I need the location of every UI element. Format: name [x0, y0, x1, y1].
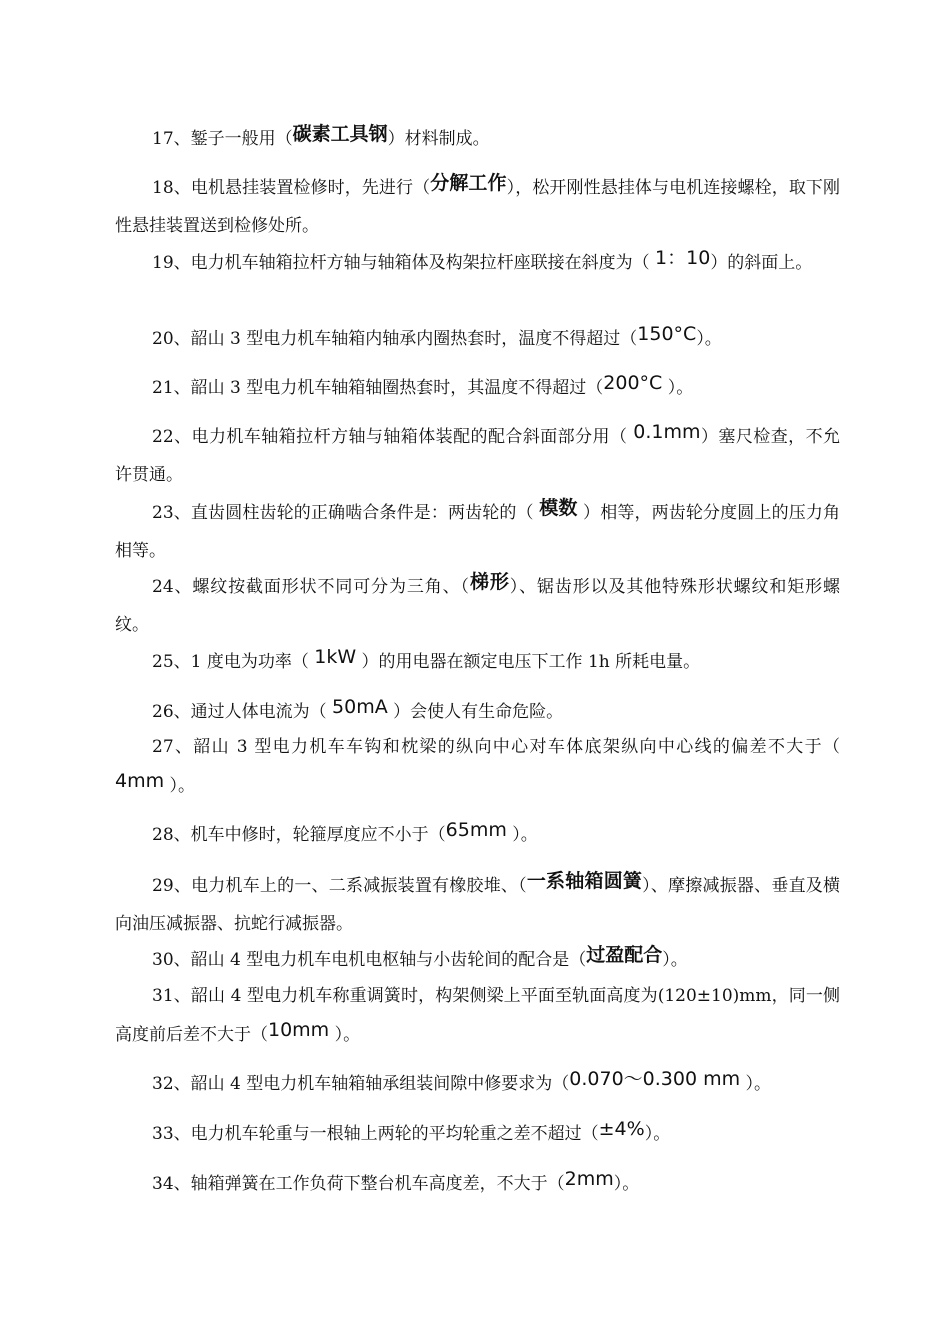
- answer-text: 模数: [539, 497, 578, 519]
- question-text: ）。: [644, 1124, 671, 1144]
- question-text: ）。: [696, 329, 722, 349]
- question-text: 通过人体电流为（: [190, 702, 333, 722]
- answer-text: 200°C: [603, 372, 663, 394]
- question-number: 28、: [152, 825, 191, 845]
- question-text: ）。: [329, 1025, 361, 1045]
- question-text: ）。: [613, 1174, 640, 1194]
- question-text: ）的斜面上。: [710, 253, 813, 273]
- question-number: 26、: [152, 702, 191, 722]
- question-number: 24、: [152, 577, 193, 597]
- question-text: 电力机车轴箱拉杆方轴与轴箱体及构架拉杆座联接在斜度为（: [190, 253, 656, 273]
- question-21: [115, 368, 840, 407]
- question-number: 27、: [152, 737, 194, 757]
- question-number: 29、: [152, 876, 192, 896]
- answer-text: 4mm: [115, 770, 165, 792]
- answer-text: 分解工作: [430, 172, 507, 194]
- question-text: 机车中修时，轮箍厚度应不小于（: [190, 825, 446, 845]
- question-text: 韶山 4 型电力机车称重调簧时，构架侧梁上平面至轨面高度为(120±10)mm，同一侧高度前后差不大于（: [115, 986, 841, 1045]
- question-number: 17、: [152, 129, 191, 149]
- question-text: ）。: [740, 1074, 772, 1094]
- answer-text: 0.1mm: [633, 421, 701, 443]
- question-text: ）。: [164, 776, 196, 796]
- question-20: [115, 319, 840, 358]
- question-text: 螺纹按截面形状不同可分为三角、（: [192, 577, 470, 597]
- answer-text: 150°C: [637, 323, 697, 345]
- question-17: [115, 119, 840, 158]
- question-22: [115, 417, 840, 494]
- question-text: ）、锯齿形以及其他特殊形状螺纹和矩形螺纹。: [115, 577, 840, 635]
- question-30: [115, 940, 840, 979]
- question-31: [115, 977, 840, 1054]
- answer-text: 过盈配合: [586, 944, 663, 966]
- answer-text: 梯形: [469, 571, 510, 593]
- question-text: 1 度电为功率（: [190, 652, 315, 672]
- question-33: [115, 1114, 840, 1153]
- question-19: [115, 243, 840, 282]
- answer-text: 0.070～0.300 mm: [569, 1068, 741, 1090]
- question-text: 韶山 3 型电力机车轴箱内轴承内圈热套时，温度不得超过（: [190, 329, 638, 349]
- answer-text: 1kW: [314, 646, 357, 668]
- answer-text: 碳素工具钢: [292, 123, 388, 145]
- question-18: [115, 168, 840, 245]
- question-text: 电力机车上的一、二系减振装置有橡胶堆、（: [191, 876, 527, 896]
- question-text: ）、摩擦减振器、垂直及横向油压减振器、抗蛇行减振器。: [115, 876, 840, 934]
- question-number: 33、: [152, 1124, 191, 1144]
- question-number: 30、: [152, 950, 191, 970]
- question-28: [115, 815, 840, 854]
- question-text: ），松开刚性悬挂体与电机连接螺栓，取下刚性悬挂装置送到检修处所。: [115, 178, 841, 236]
- question-number: 19、: [152, 253, 191, 273]
- answer-text: ±4%: [598, 1118, 645, 1140]
- question-25: [115, 642, 840, 681]
- question-text: ）。: [662, 378, 694, 398]
- question-27: [115, 728, 840, 805]
- question-text: 直齿圆柱齿轮的正确啮合条件是：两齿轮的（: [190, 503, 540, 523]
- question-text: ）。: [662, 950, 688, 970]
- question-34: [115, 1164, 840, 1203]
- answer-text: 50mA: [332, 696, 388, 718]
- question-text: ）塞尺检查，不允许贯通。: [115, 427, 841, 485]
- question-text: ）材料制成。: [387, 129, 490, 149]
- answer-text: 1：10: [655, 247, 711, 269]
- question-text: 韶山 4 型电力机车电机电枢轴与小齿轮间的配合是（: [190, 950, 587, 970]
- question-29: [115, 866, 840, 943]
- question-text: 韶山 3 型电力机车轴箱轴圈热套时，其温度不得超过（: [190, 378, 604, 398]
- question-text: 电力机车轴箱拉杆方轴与轴箱体装配的配合斜面部分用（: [191, 427, 634, 447]
- question-text: ）会使人有生命危险。: [387, 702, 564, 722]
- question-number: 22、: [152, 427, 192, 447]
- question-32: [115, 1064, 840, 1103]
- question-number: 21、: [152, 378, 191, 398]
- question-number: 32、: [152, 1074, 191, 1094]
- question-number: 34、: [152, 1174, 191, 1194]
- question-number: 25、: [152, 652, 191, 672]
- question-26: [115, 692, 840, 731]
- question-text: 韶山 4 型电力机车轴箱轴承组装间隙中修要求为（: [190, 1074, 570, 1094]
- question-text: 电机悬挂装置检修时，先进行（: [190, 178, 431, 198]
- question-text: 轴箱弹簧在工作负荷下整台机车高度差，不大于（: [190, 1174, 565, 1194]
- question-number: 18、: [152, 178, 191, 198]
- question-number: 23、: [152, 503, 191, 523]
- answer-text: 一系轴箱圆簧: [526, 870, 643, 892]
- question-text: ）相等，两齿轮分度圆上的压力角相等。: [115, 503, 840, 561]
- question-text: ）。: [506, 825, 538, 845]
- question-text: 錾子一般用（: [190, 129, 293, 149]
- answer-text: 10mm: [268, 1019, 330, 1041]
- answer-text: 2mm: [564, 1168, 614, 1190]
- question-number: 31、: [152, 986, 191, 1006]
- question-24: [115, 567, 840, 644]
- question-number: 20、: [152, 329, 191, 349]
- answer-text: 65mm: [445, 819, 507, 841]
- question-text: 电力机车轮重与一根轴上两轮的平均轮重之差不超过（: [190, 1124, 599, 1144]
- question-text: 韶山 3 型电力机车车钩和枕梁的纵向中心对车体底架纵向中心线的偏差不大于（: [193, 737, 840, 757]
- question-text: ）的用电器在额定电压下工作 1h 所耗电量。: [356, 652, 701, 672]
- question-23: [115, 493, 840, 570]
